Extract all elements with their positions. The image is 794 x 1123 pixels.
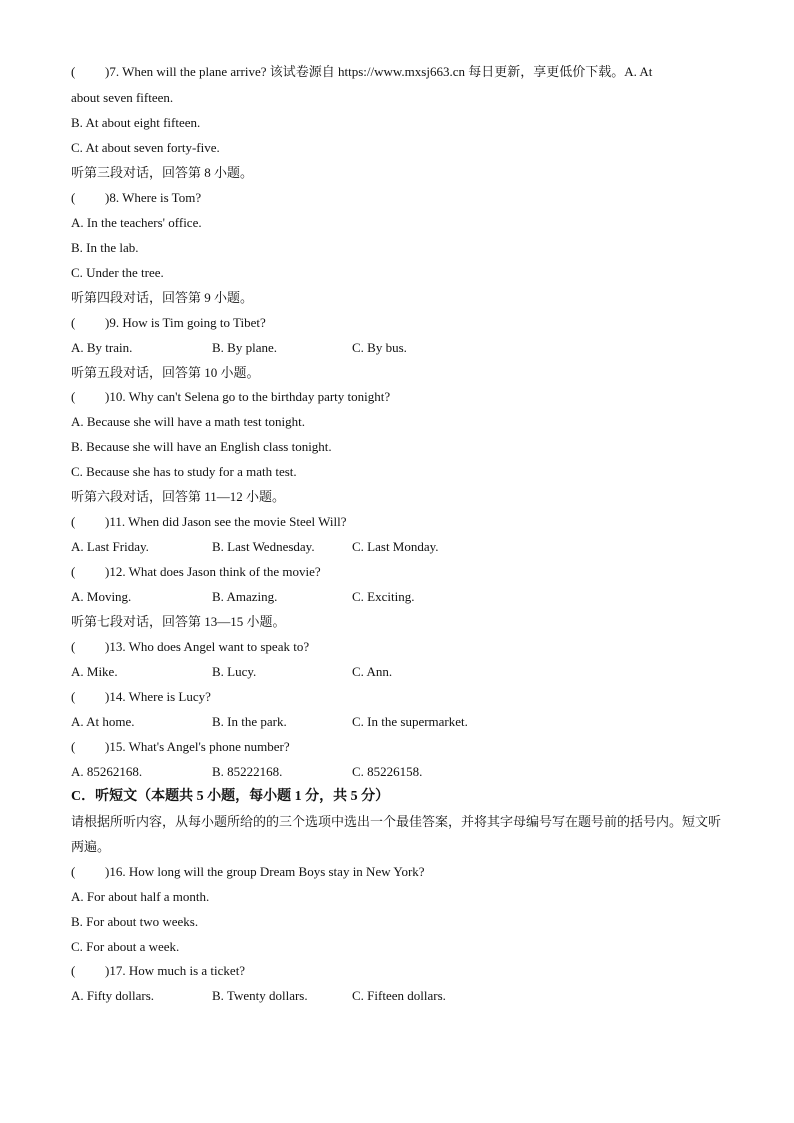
question-12 bbox=[71, 564, 321, 580]
answer-bracket: ( bbox=[71, 864, 76, 879]
answer-bracket: ( bbox=[71, 689, 76, 704]
question-8-option-c: C. Under the tree. bbox=[71, 265, 164, 280]
dialog-4-instruction: 听第四段对话，回答第 9 小题。 bbox=[71, 290, 254, 305]
question-16-option-a: A. For about half a month. bbox=[71, 889, 210, 904]
question-12-option-c: C. Exciting. bbox=[352, 589, 415, 604]
question-13-option-a: A. Mike. bbox=[71, 664, 118, 679]
question-13-option-c: C. Ann. bbox=[352, 664, 393, 679]
question-14-stem: )14. Where is Lucy? bbox=[105, 689, 211, 704]
question-7 bbox=[71, 64, 652, 80]
question-17 bbox=[71, 963, 245, 979]
answer-bracket: ( bbox=[71, 639, 76, 654]
dialog-6-instruction: 听第六段对话，回答第 11—12 小题。 bbox=[71, 489, 286, 504]
question-9-stem: )9. How is Tim going to Tibet? bbox=[105, 315, 266, 330]
question-12-option-b: B. Amazing. bbox=[212, 589, 278, 604]
question-15-stem: )15. What's Angel's phone number? bbox=[105, 739, 290, 754]
answer-bracket: ( bbox=[71, 315, 76, 330]
question-16-option-b: B. For about two weeks. bbox=[71, 914, 199, 929]
question-11-stem: )11. When did Jason see the movie Steel Will? bbox=[105, 514, 347, 529]
question-16-option-c: C. For about a week. bbox=[71, 939, 180, 954]
question-10-option-b: B. Because she will have an English class tonight. bbox=[71, 439, 332, 454]
question-9-option-a: A. By train. bbox=[71, 340, 133, 355]
question-17-option-a: A. Fifty dollars. bbox=[71, 988, 155, 1003]
question-7-option-c: C. At about seven forty-five. bbox=[71, 140, 220, 155]
answer-bracket: ( bbox=[71, 739, 76, 754]
question-17-stem: )17. How much is a ticket? bbox=[105, 963, 246, 978]
question-13 bbox=[71, 639, 309, 655]
question-16 bbox=[71, 864, 425, 880]
question-17-option-b: B. Twenty dollars. bbox=[212, 988, 308, 1003]
question-10-option-c: C. Because she has to study for a math test. bbox=[71, 464, 297, 479]
answer-bracket: ( bbox=[71, 64, 76, 79]
question-7-option-a-cont: about seven fifteen. bbox=[71, 90, 174, 105]
section-c-instruction: 请根据所听内容，从每小题所给的的三个选项中选出一个最佳答案，并将其字母编号写在题号前的括号内。短文听两遍。 bbox=[71, 814, 722, 854]
question-7-text: 7. When will the plane arrive? 该试卷源自 https://www.mxsj663.cn 每日更新，享更低价下载。A. At bbox=[109, 64, 653, 79]
answer-bracket: ( bbox=[71, 190, 76, 205]
question-15-option-b: B. 85222168. bbox=[212, 764, 283, 779]
question-8-stem: )8. Where is Tom? bbox=[105, 190, 202, 205]
question-8-option-b: B. In the lab. bbox=[71, 240, 139, 255]
answer-bracket: ( bbox=[71, 514, 76, 529]
question-8-option-a: A. In the teachers' office. bbox=[71, 215, 202, 230]
question-12-option-a: A. Moving. bbox=[71, 589, 132, 604]
question-11-option-c: C. Last Monday. bbox=[352, 539, 439, 554]
question-11 bbox=[71, 514, 347, 530]
section-c-title: C．听短文（本题共 5 小题，每小题 1 分，共 5 分） bbox=[71, 789, 390, 804]
answer-bracket: ( bbox=[71, 564, 76, 579]
question-13-stem: )13. Who does Angel want to speak to? bbox=[105, 639, 310, 654]
question-12-stem: )12. What does Jason think of the movie? bbox=[105, 564, 321, 579]
question-14-option-a: A. At home. bbox=[71, 714, 135, 729]
dialog-7-instruction: 听第七段对话，回答第 13—15 小题。 bbox=[71, 614, 286, 629]
dialog-5-instruction: 听第五段对话，回答第 10 小题。 bbox=[71, 365, 260, 380]
question-15 bbox=[71, 739, 290, 755]
question-8 bbox=[71, 190, 201, 206]
question-13-option-b: B. Lucy. bbox=[212, 664, 257, 679]
dialog-3-instruction: 听第三段对话，回答第 8 小题。 bbox=[71, 165, 254, 180]
question-14-option-b: B. In the park. bbox=[212, 714, 287, 729]
question-9-option-b: B. By plane. bbox=[212, 340, 277, 355]
question-7-option-b: B. At about eight fifteen. bbox=[71, 115, 201, 130]
question-9 bbox=[71, 315, 266, 331]
question-10-option-a: A. Because she will have a math test tonight. bbox=[71, 414, 305, 429]
question-16-stem: )16. How long will the group Dream Boys stay in New York? bbox=[105, 864, 425, 879]
question-14-option-c: C. In the supermarket. bbox=[352, 714, 468, 729]
question-9-option-c: C. By bus. bbox=[352, 340, 407, 355]
answer-bracket: ( bbox=[71, 389, 76, 404]
question-10-stem: )10. Why can't Selena go to the birthday party tonight? bbox=[105, 389, 391, 404]
question-15-option-a: A. 85262168. bbox=[71, 764, 143, 779]
question-11-option-b: B. Last Wednesday. bbox=[212, 539, 315, 554]
question-14 bbox=[71, 689, 211, 705]
question-11-option-a: A. Last Friday. bbox=[71, 539, 149, 554]
question-10 bbox=[71, 389, 390, 405]
question-7-stem: ) bbox=[105, 64, 110, 79]
answer-bracket: ( bbox=[71, 963, 76, 978]
question-17-option-c: C. Fifteen dollars. bbox=[352, 988, 446, 1003]
question-15-option-c: C. 85226158. bbox=[352, 764, 423, 779]
